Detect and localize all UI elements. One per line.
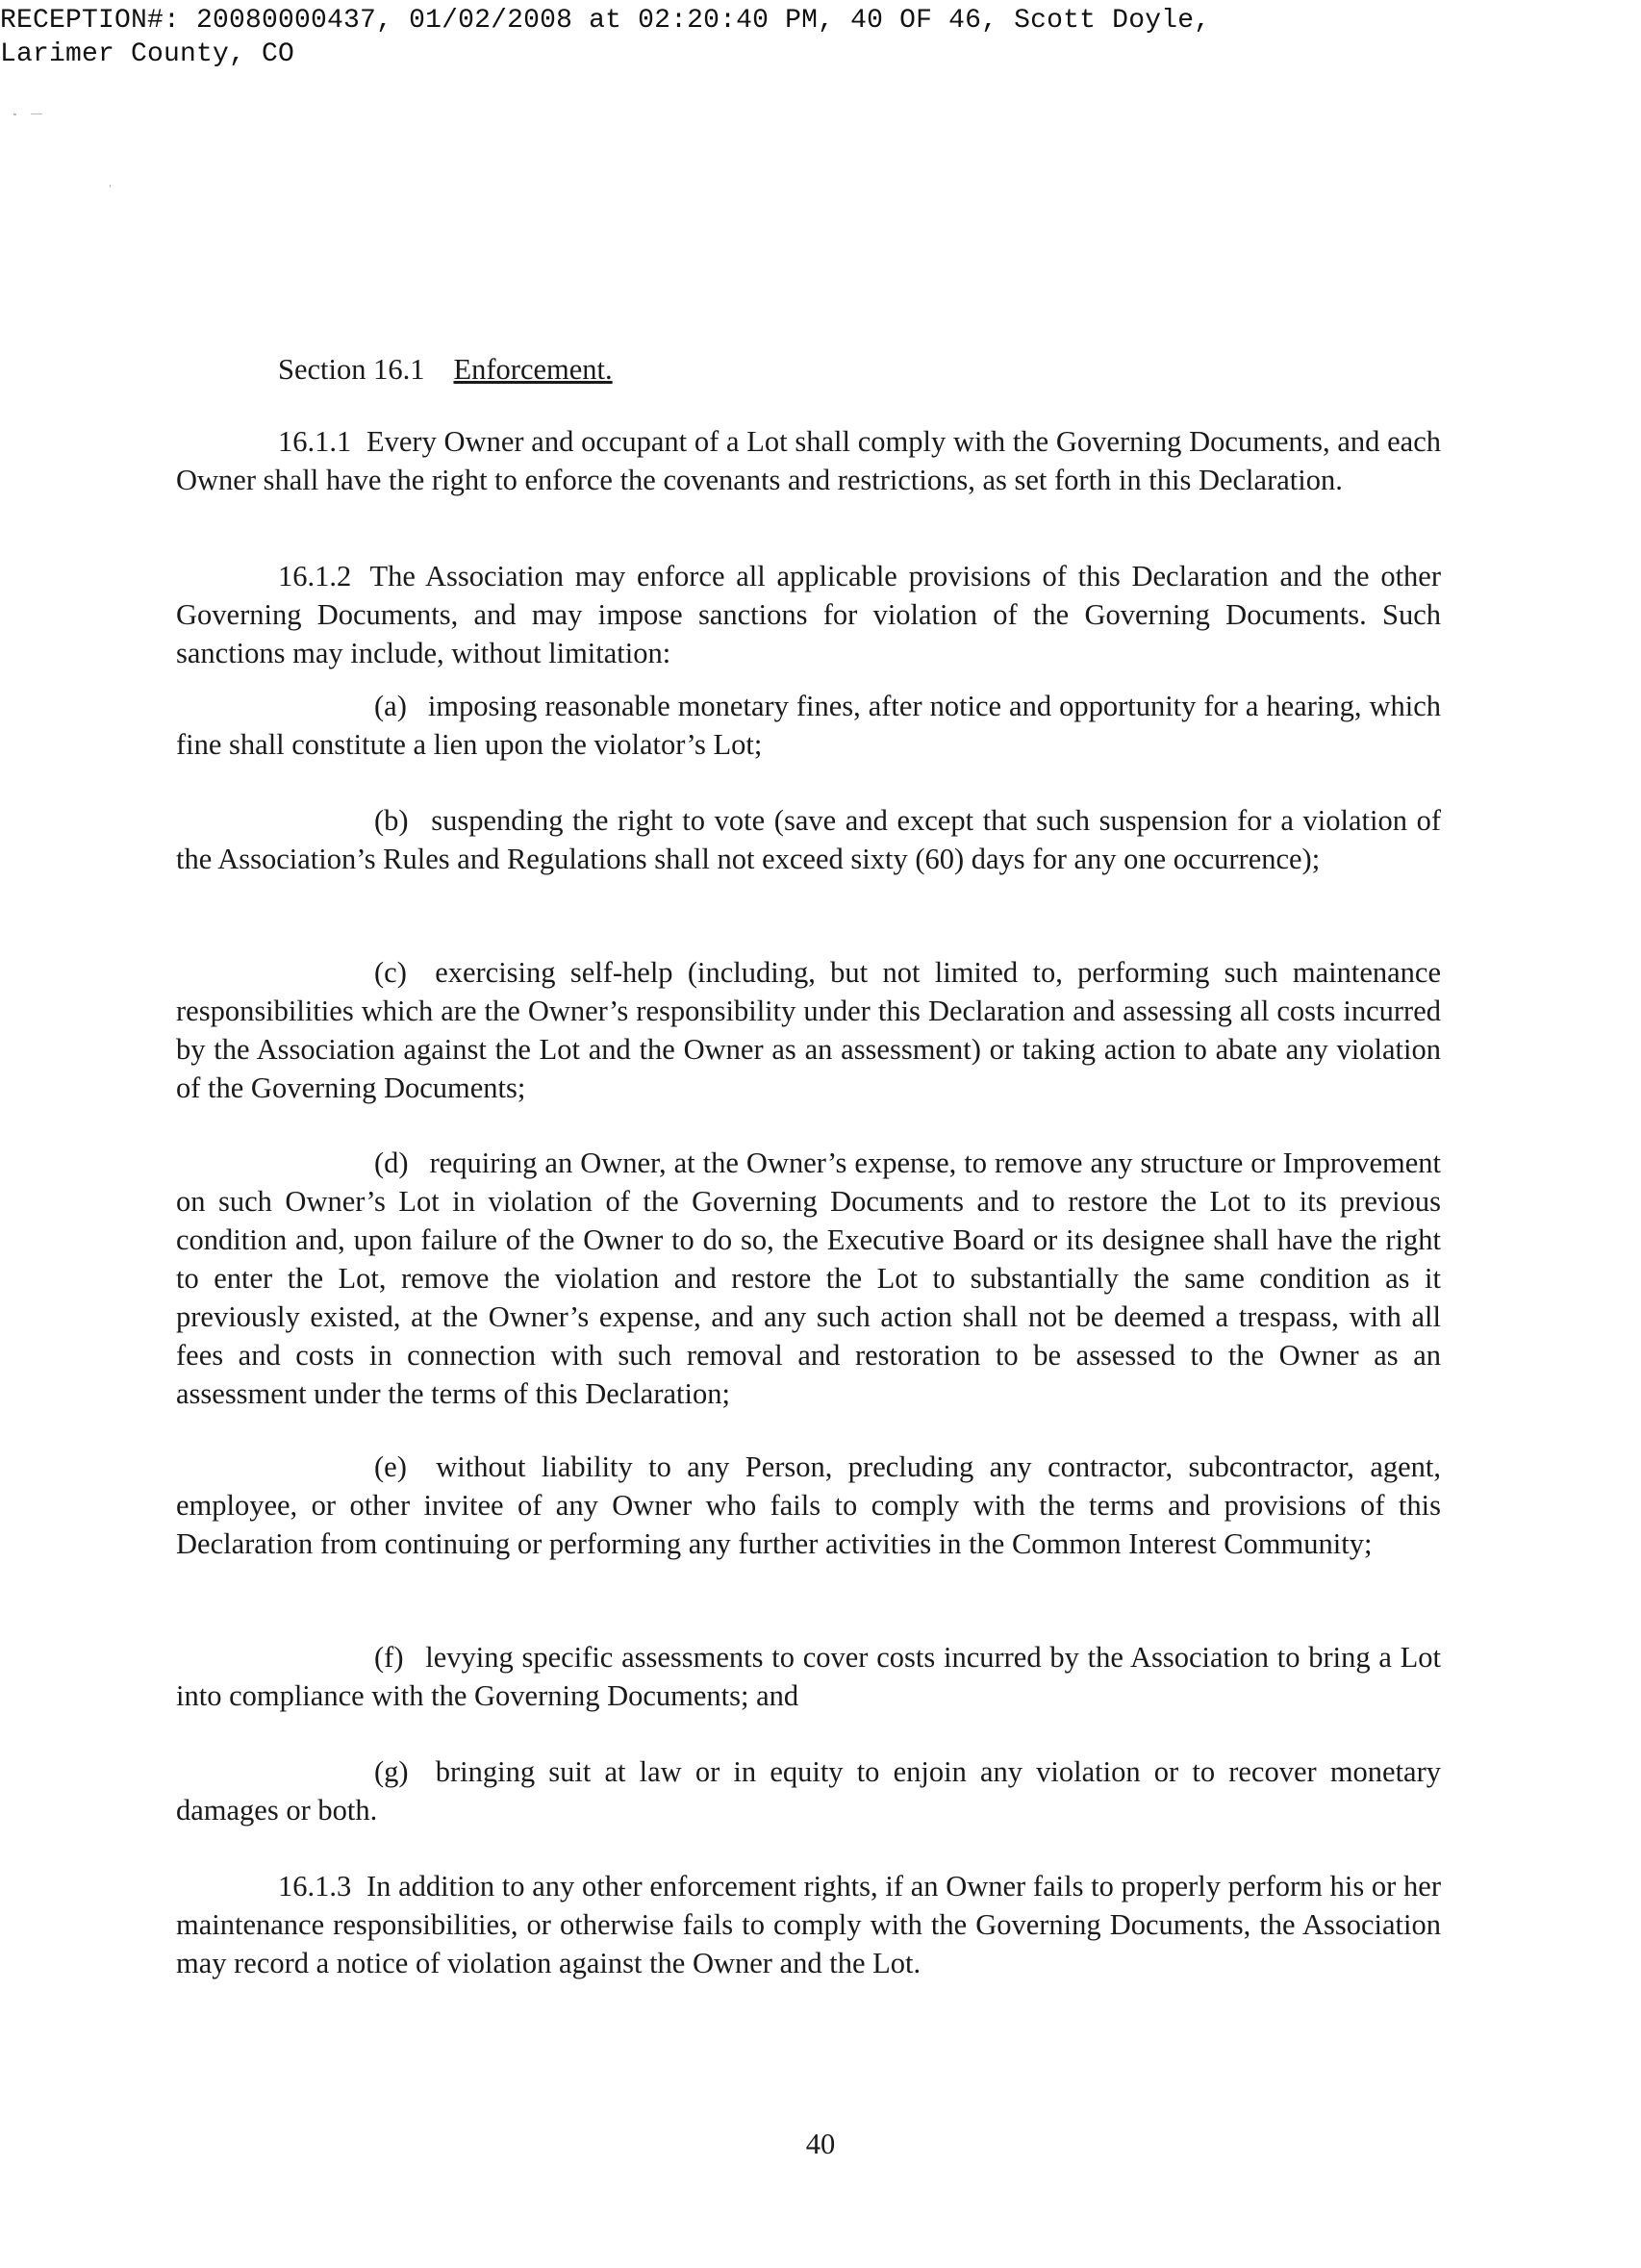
- subparagraph-g: [176, 1752, 1441, 1829]
- paragraph-16-1-1: [176, 422, 1441, 499]
- recording-stamp-line-2: Larimer County, CO: [0, 39, 295, 69]
- subparagraph-text: requiring an Owner, at the Owner’s expense, to remove any structure or Improvement on such Owner’s Lot in violation of the Governing Documents and to restore the Lot to its previous condition and, upon failure of the Owner to do so, the Executive Board or its designee shall have the right to enter the Lot, remove the violation and restore the Lot to substantially the same condition as it previously existed, at the Owner’s expense, and any such action shall not be deemed a trespass, with all fees and costs in connection with such removal and restoration to be assessed to the Owner as an assessment under the terms of this Declaration;: [176, 1147, 1441, 1410]
- paragraph-text: In addition to any other enforcement rights, if an Owner fails to properly perform his or her maintenance responsibilities, or otherwise fails to comply with the Governing Documents, the Association may record a notice of violation against the Owner and the Lot.: [176, 1870, 1441, 1979]
- subparagraph-text: suspending the right to vote (save and except that such suspension for a violation of the Association’s Rules and Regulations shall not exceed sixty (60) days for any one occurrence);: [176, 804, 1442, 875]
- subparagraph-a: [176, 687, 1441, 764]
- subparagraph-label: (f): [374, 1641, 404, 1674]
- subparagraph-text: imposing reasonable monetary fines, after notice and opportunity for a hearing, which fine shall constitute a lien upon the violator’s Lot;: [176, 690, 1441, 761]
- subparagraph-f: [176, 1638, 1441, 1715]
- subparagraph-e: [176, 1448, 1441, 1563]
- subparagraph-d: [176, 1144, 1441, 1413]
- section-title: Enforcement.: [453, 353, 613, 386]
- subparagraph-c: [176, 953, 1441, 1107]
- paragraph-16-1-3: [176, 1867, 1441, 1982]
- subparagraph-label: (e): [374, 1450, 407, 1483]
- subparagraph-label: (g): [374, 1755, 409, 1788]
- paragraph-16-1-2: [176, 557, 1441, 672]
- section-number: Section 16.1: [278, 353, 425, 386]
- subparagraph-b: [176, 801, 1441, 878]
- paragraph-text: Every Owner and occupant of a Lot shall comply with the Governing Documents, and each Owner shall have the right to enforce the covenants and restrictions, as set forth in this Declaration.: [176, 425, 1441, 496]
- paragraph-number: 16.1.1: [278, 425, 352, 458]
- subparagraph-text: exercising self-help (including, but not limited to, performing such maintenance responsibilities which are the Owner’s responsibility under this Declaration and assessing all costs incurred by the Association against the Lot and the Owner as an assessment) or taking action to abate any violation of the Governing Documents;: [176, 956, 1441, 1104]
- paragraph-text: The Association may enforce all applicable provisions of this Declaration and the other Governing Documents, and may impose sanctions for violation of the Governing Documents. Such sanctions may include, without limitation:: [176, 560, 1442, 669]
- subparagraph-label: (d): [374, 1147, 409, 1179]
- subparagraph-text: without liability to any Person, precluding any contractor, subcontractor, agent, employee, or other invitee of any Owner who fails to comply with the terms and provisions of this Declaration from continuing or performing any further activities in the Common Interest Community;: [176, 1450, 1442, 1560]
- subparagraph-label: (b): [374, 804, 409, 837]
- page-number: 40: [805, 2128, 836, 2160]
- subparagraph-label: (a): [374, 690, 407, 722]
- subparagraph-text: bringing suit at law or in equity to enjoin any violation or to recover monetary damages or both.: [176, 1755, 1441, 1827]
- recording-stamp-line-1: RECEPTION#: 20080000437, 01/02/2008 at 02:20:40 PM, 40 OF 46, Scott Doyle,: [0, 6, 1211, 36]
- subparagraph-label: (c): [374, 956, 407, 989]
- subparagraph-text: levying specific assessments to cover costs incurred by the Association to bring a Lot into compliance with the Governing Documents; and: [176, 1641, 1441, 1712]
- section-heading: [278, 350, 613, 389]
- paragraph-number: 16.1.3: [278, 1870, 352, 1903]
- paragraph-number: 16.1.2: [278, 560, 352, 592]
